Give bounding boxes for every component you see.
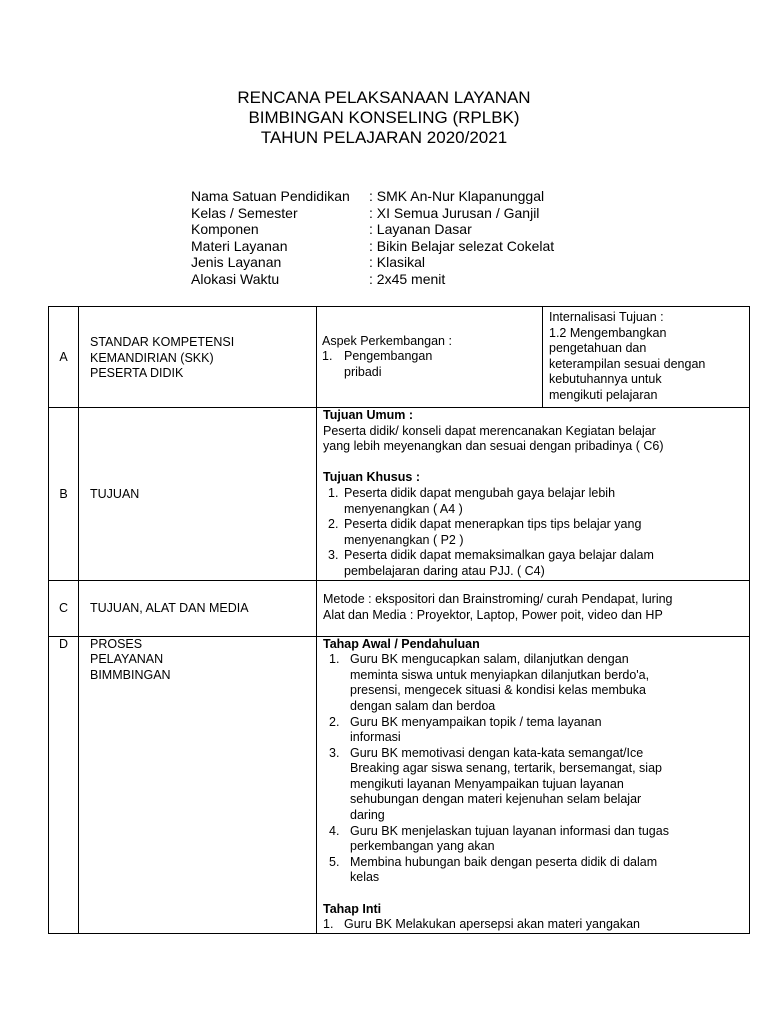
row-letter <box>49 580 79 636</box>
list-item <box>329 652 746 714</box>
row-letter-text: D <box>58 636 69 651</box>
list-line: Peserta didik dapat memaksimalkan gaya belajar dalam <box>344 548 654 563</box>
tahap-inti-list <box>323 917 746 933</box>
tujuan-umum-heading: Tujuan Umum : <box>323 408 414 422</box>
aspek-heading: Aspek Perkembangan : <box>322 333 452 348</box>
aspek-number: 1. <box>322 349 333 364</box>
list-item <box>328 548 746 579</box>
title-line-2: BIMBINGAN KONSELING (RPLBK) <box>248 108 520 127</box>
document-title <box>0 88 768 148</box>
info-value: : Layanan Dasar <box>369 221 472 238</box>
list-item <box>323 917 746 933</box>
list-line: Guru BK memotivasi dengan kata-kata semangat/Ice <box>350 745 644 760</box>
info-value: : 2x45 menit <box>369 270 446 287</box>
row-label-line: PESERTA DIDIK <box>90 366 184 381</box>
identity-block <box>191 188 554 288</box>
metode-line: Metode : ekspositori dan Brainstroming/ curah Pendapat, luring <box>323 592 673 607</box>
internalisasi-line: pengetahuan dan <box>549 341 647 356</box>
list-number: 5. <box>329 854 340 869</box>
info-row-satuan <box>191 188 554 205</box>
title-line-3: TAHUN PELAJARAN 2020/2021 <box>260 128 508 147</box>
list-line: Guru BK menjelaskan tujuan layanan informasi dan tugas <box>350 823 669 838</box>
list-line: Guru BK Melakukan apersepsi akan materi yangakan <box>344 917 640 932</box>
internalisasi-cell <box>543 307 750 408</box>
list-number: 2. <box>328 517 339 532</box>
info-label: Nama Satuan Pendidikan <box>191 188 350 204</box>
list-line: mengikuti layanan Menyampaikan tujuan layanan <box>350 776 624 791</box>
info-value: : Klasikal <box>369 254 426 271</box>
list-line: meminta siswa untuk menyiapkan dilanjutkan berdo'a, <box>350 667 650 682</box>
list-line: kelas <box>350 870 380 885</box>
alat-media-line: Alat dan Media : Proyektor, Laptop, Power poit, video dan HP <box>323 608 663 623</box>
table-row-a <box>49 307 750 408</box>
info-value: : SMK An-Nur Klapanunggal <box>369 188 545 204</box>
row-letter <box>49 636 79 933</box>
info-label: Materi Layanan <box>191 237 288 254</box>
list-line: dengan salam dan berdoa <box>350 698 496 713</box>
list-number: 4. <box>329 823 340 838</box>
list-item <box>329 715 746 746</box>
aspek-item-line: pribadi <box>344 364 382 379</box>
proses-cell <box>317 636 750 933</box>
row-letter-text: A <box>59 350 68 364</box>
title-line-1: RENCANA PELAKSANAAN LAYANAN <box>237 88 531 107</box>
list-line: menyenangkan ( P2 ) <box>344 532 464 547</box>
info-label: Alokasi Waktu <box>191 270 280 287</box>
info-row-materi <box>191 238 554 255</box>
internalisasi-line: mengikuti pelajaran <box>549 387 658 402</box>
row-label-cell <box>79 580 317 636</box>
table-row-d <box>49 636 750 933</box>
internalisasi-line: 1.2 Mengembangkan <box>549 325 667 340</box>
internalisasi-line: kebutuhannya untuk <box>549 372 662 387</box>
tahap-awal-list <box>323 652 746 886</box>
row-label-line: KEMANDIRIAN (SKK) <box>90 350 214 365</box>
info-value: : Bikin Belajar selezat Cokelat <box>369 237 555 254</box>
list-number: 3. <box>328 548 339 563</box>
list-number: 1. <box>323 917 334 932</box>
row-label-cell <box>79 307 317 408</box>
list-line: pembelajaran daring atau PJJ. ( C4) <box>344 563 545 578</box>
tujuan-umum-line: Peserta didik/ konseli dapat merencanakan Kegiatan belajar <box>323 423 656 438</box>
list-line: Peserta didik dapat menerapkan tips tips belajar yang <box>344 517 642 532</box>
list-item <box>329 746 746 824</box>
list-line: sehubungan dengan materi kejenuhan selam belajar <box>350 792 642 807</box>
row-label: TUJUAN <box>90 486 140 501</box>
info-value: : XI Semua Jurusan / Ganjil <box>369 204 540 221</box>
rplbk-table <box>48 306 750 934</box>
tujuan-umum-line: yang lebih meyenangkan dan sesuai dengan pribadinya ( C6) <box>323 439 664 454</box>
list-line: Guru BK menyampaikan topik / tema layanan <box>350 714 602 729</box>
aspek-cell <box>317 307 543 408</box>
list-item <box>329 855 746 886</box>
list-line: daring <box>350 808 385 823</box>
row-label-cell <box>79 636 317 933</box>
list-line: Peserta didik dapat mengubah gaya belajar lebih <box>344 485 616 500</box>
table-row-b <box>49 408 750 581</box>
list-number: 2. <box>329 714 340 729</box>
tujuan-cell <box>317 408 750 581</box>
row-letter-text: B <box>59 486 68 501</box>
list-number: 1. <box>329 652 340 667</box>
tujuan-khusus-list <box>323 486 746 580</box>
list-line: presensi, mengecek situasi & kondisi kelas membuka <box>350 683 646 698</box>
tahap-awal-heading: Tahap Awal / Pendahuluan <box>323 636 480 651</box>
row-letter <box>49 307 79 408</box>
info-row-alokasi <box>191 271 554 288</box>
table-row-c <box>49 580 750 636</box>
internalisasi-line: Internalisasi Tujuan : <box>549 310 664 324</box>
row-label-line: PROSES <box>90 636 143 651</box>
row-label-line: PELAYANAN <box>90 652 164 667</box>
list-line: informasi <box>350 730 401 745</box>
internalisasi-line: keterampilan sesuai dengan <box>549 356 706 371</box>
info-row-komponen <box>191 221 554 238</box>
list-item <box>329 824 746 855</box>
list-number: 1. <box>328 485 339 500</box>
tujuan-khusus-heading: Tujuan Khusus : <box>323 470 420 485</box>
list-item <box>328 486 746 517</box>
row-label-cell <box>79 408 317 581</box>
info-label: Kelas / Semester <box>191 204 298 221</box>
tahap-inti-heading: Tahap Inti <box>323 901 382 916</box>
list-number: 3. <box>329 745 340 760</box>
row-label-line: BIMMBINGAN <box>90 667 171 682</box>
list-line: perkembangan yang akan <box>350 839 495 854</box>
list-line: Membina hubungan baik dengan peserta didik di dalam <box>350 854 658 869</box>
metode-cell <box>317 580 750 636</box>
info-row-kelas <box>191 205 554 222</box>
info-label: Jenis Layanan <box>191 254 282 271</box>
list-line: Guru BK mengucapkan salam, dilanjutkan dengan <box>350 652 629 667</box>
row-label-line: STANDAR KOMPETENSI <box>90 335 235 350</box>
row-letter-text: C <box>58 601 69 616</box>
row-label: TUJUAN, ALAT DAN MEDIA <box>90 601 249 616</box>
info-label: Komponen <box>191 221 259 238</box>
list-item <box>328 517 746 548</box>
row-letter <box>49 408 79 581</box>
list-line: Breaking agar siswa senang, tertarik, bersemangat, siap <box>350 761 662 776</box>
info-row-jenis <box>191 254 554 271</box>
aspek-item-line: Pengembangan <box>344 349 433 364</box>
aspek-item <box>322 349 538 380</box>
list-line: menyenangkan ( A4 ) <box>344 501 463 516</box>
